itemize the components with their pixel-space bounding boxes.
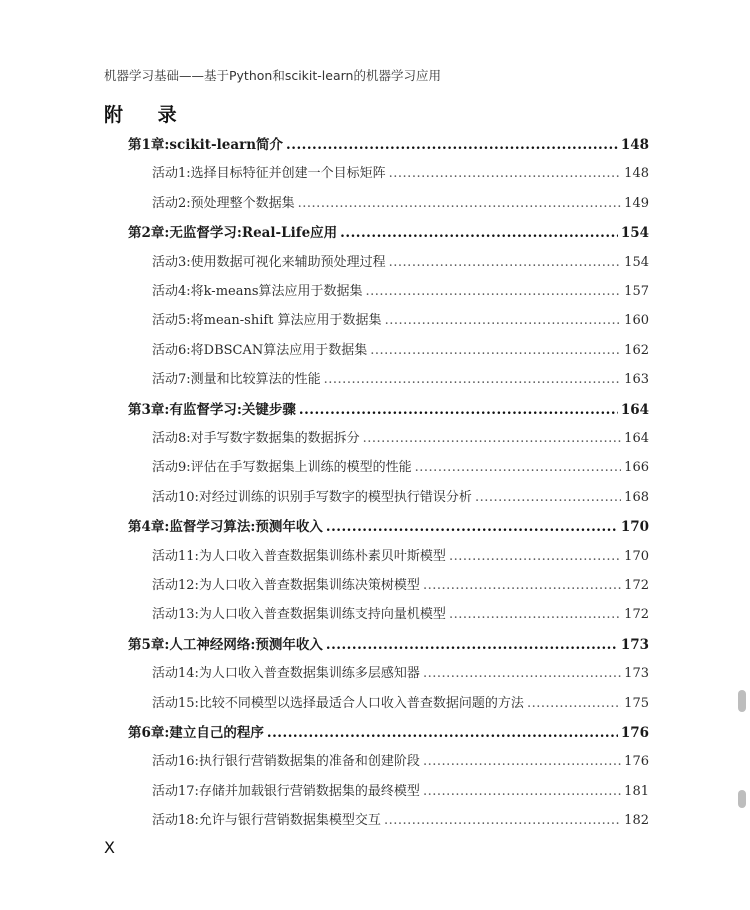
toc-entry-page: 149	[624, 195, 649, 211]
toc-entry-label: 活动12:为人口收入普查数据集训练决策树模型	[152, 578, 420, 593]
toc-entry-label: 第2章:无监督学习:Real-Life应用	[128, 225, 338, 242]
toc-activity-row[interactable]	[152, 281, 649, 303]
toc-entry-label: 活动7:测量和比较算法的性能	[152, 372, 321, 388]
toc-entry-page: 154	[620, 225, 649, 242]
toc-activity-row[interactable]	[152, 310, 649, 332]
dot-leader	[389, 163, 622, 185]
toc-activity-row[interactable]	[152, 546, 649, 568]
dot-leader	[326, 634, 618, 656]
toc-chapter-row[interactable]	[128, 134, 649, 156]
appendix-title: 附 录	[104, 104, 191, 126]
toc-entry-page: 160	[624, 313, 649, 329]
toc-entry-label: 活动9:评估在手写数据集上训练的模型的性能	[152, 460, 412, 476]
dot-leader	[299, 399, 618, 421]
toc-activity-row[interactable]	[152, 252, 649, 274]
dot-leader	[527, 693, 621, 715]
toc-activity-row[interactable]	[152, 693, 649, 715]
toc-activity-row[interactable]	[152, 457, 649, 479]
toc-chapter-row[interactable]	[128, 399, 649, 421]
toc-activity-row[interactable]	[152, 663, 649, 685]
dot-leader	[423, 663, 621, 685]
toc-entry-page: 168	[624, 489, 649, 505]
toc-entry-page: 182	[624, 813, 649, 829]
page-edge-mark	[738, 790, 746, 808]
toc-entry-label: 活动2:预处理整个数据集	[152, 195, 295, 211]
toc-entry-page: 175	[624, 695, 649, 711]
toc-activity-row[interactable]	[152, 163, 649, 185]
toc-activity-row[interactable]	[152, 369, 649, 391]
toc-entry-page: 162	[624, 342, 649, 358]
toc-entry-page: 164	[620, 401, 649, 418]
dot-leader	[298, 193, 622, 215]
dot-leader	[449, 604, 621, 626]
toc-entry-label: 活动4:将k-means算法应用于数据集	[152, 284, 363, 299]
toc-chapter-row[interactable]	[128, 722, 649, 744]
toc-chapter-row[interactable]	[128, 634, 649, 656]
page-edge-mark	[738, 690, 746, 712]
toc-entry-page: 164	[624, 431, 649, 446]
toc-entry-page: 166	[624, 460, 649, 476]
toc-entry-page: 181	[624, 783, 649, 799]
dot-leader	[326, 516, 618, 538]
toc-entry-page: 170	[620, 519, 649, 536]
toc-activity-row[interactable]	[152, 781, 649, 803]
dot-leader	[423, 575, 621, 597]
toc-entry-page: 173	[620, 636, 649, 653]
dot-leader	[449, 546, 621, 568]
toc-entry-label: 第6章:建立自己的程序	[128, 725, 264, 741]
dot-leader	[385, 310, 622, 332]
toc-entry-label: 活动6:将DBSCAN算法应用于数据集	[152, 342, 368, 358]
dot-leader	[370, 340, 621, 362]
toc-entry-label: 活动11:为人口收入普查数据集训练朴素贝叶斯模型	[152, 548, 446, 564]
dot-leader	[423, 781, 621, 803]
toc-entry-page: 172	[624, 607, 649, 623]
toc-entry-label: 第3章:有监督学习:关键步骤	[128, 401, 296, 418]
toc-entry-page: 163	[624, 372, 649, 388]
dot-leader	[423, 751, 621, 773]
toc-entry-page: 170	[624, 548, 649, 564]
page-number: X	[104, 838, 115, 857]
toc-entry-label: 活动17:存储并加载银行营销数据集的最终模型	[152, 783, 420, 799]
toc-entry-page: 157	[624, 284, 649, 299]
toc-entry-page: 148	[624, 166, 649, 182]
toc-entry-page: 173	[624, 666, 649, 682]
dot-leader	[384, 810, 621, 832]
dot-leader	[267, 722, 618, 744]
toc-chapter-row[interactable]	[128, 516, 649, 538]
dot-leader	[363, 428, 622, 450]
toc-activity-row[interactable]	[152, 193, 649, 215]
toc-activity-row[interactable]	[152, 340, 649, 362]
toc-entry-page: 154	[624, 254, 649, 270]
toc-chapter-row[interactable]	[128, 222, 649, 244]
toc-activity-row[interactable]	[152, 751, 649, 773]
toc-activity-row[interactable]	[152, 604, 649, 626]
running-header: 机器学习基础——基于Python和scikit-learn的机器学习应用	[104, 68, 441, 83]
toc-entry-label: 活动5:将mean-shift 算法应用于数据集	[152, 313, 382, 329]
toc-entry-label: 活动8:对手写数字数据集的数据拆分	[152, 431, 360, 446]
dot-leader	[366, 281, 622, 303]
toc-activity-row[interactable]	[152, 428, 649, 450]
toc-entry-page: 176	[624, 754, 649, 770]
toc-entry-label: 活动3:使用数据可视化来辅助预处理过程	[152, 254, 386, 270]
toc-entry-page: 172	[624, 578, 649, 593]
dot-leader	[415, 457, 622, 479]
toc-entry-label: 第5章:人工神经网络:预测年收入	[128, 636, 323, 653]
dot-leader	[475, 487, 621, 509]
toc-activity-row[interactable]	[152, 810, 649, 832]
toc-activity-row[interactable]	[152, 487, 649, 509]
dot-leader	[389, 252, 622, 274]
toc-entry-label: 活动18:允许与银行营销数据集模型交互	[152, 813, 381, 829]
toc-entry-page: 148	[620, 137, 649, 153]
toc-activity-row[interactable]	[152, 575, 649, 597]
toc-entry-label: 活动1:选择目标特征并创建一个目标矩阵	[152, 166, 386, 182]
toc-entry-page: 176	[620, 725, 649, 741]
dot-leader	[286, 134, 618, 156]
toc-entry-label: 第1章:scikit-learn简介	[128, 137, 284, 153]
toc-entry-label: 活动16:执行银行营销数据集的准备和创建阶段	[152, 754, 420, 770]
toc-entry-label: 第4章:监督学习算法:预测年收入	[128, 519, 323, 536]
toc-entry-label: 活动15:比较不同模型以选择最适合人口收入普查数据问题的方法	[152, 695, 524, 711]
dot-leader	[324, 369, 622, 391]
dot-leader	[340, 222, 618, 244]
toc-entry-label: 活动14:为人口收入普查数据集训练多层感知器	[152, 666, 420, 682]
toc-entry-label: 活动10:对经过训练的识别手写数字的模型执行错误分析	[152, 489, 472, 505]
toc-entry-label: 活动13:为人口收入普查数据集训练支持向量机模型	[152, 607, 446, 623]
